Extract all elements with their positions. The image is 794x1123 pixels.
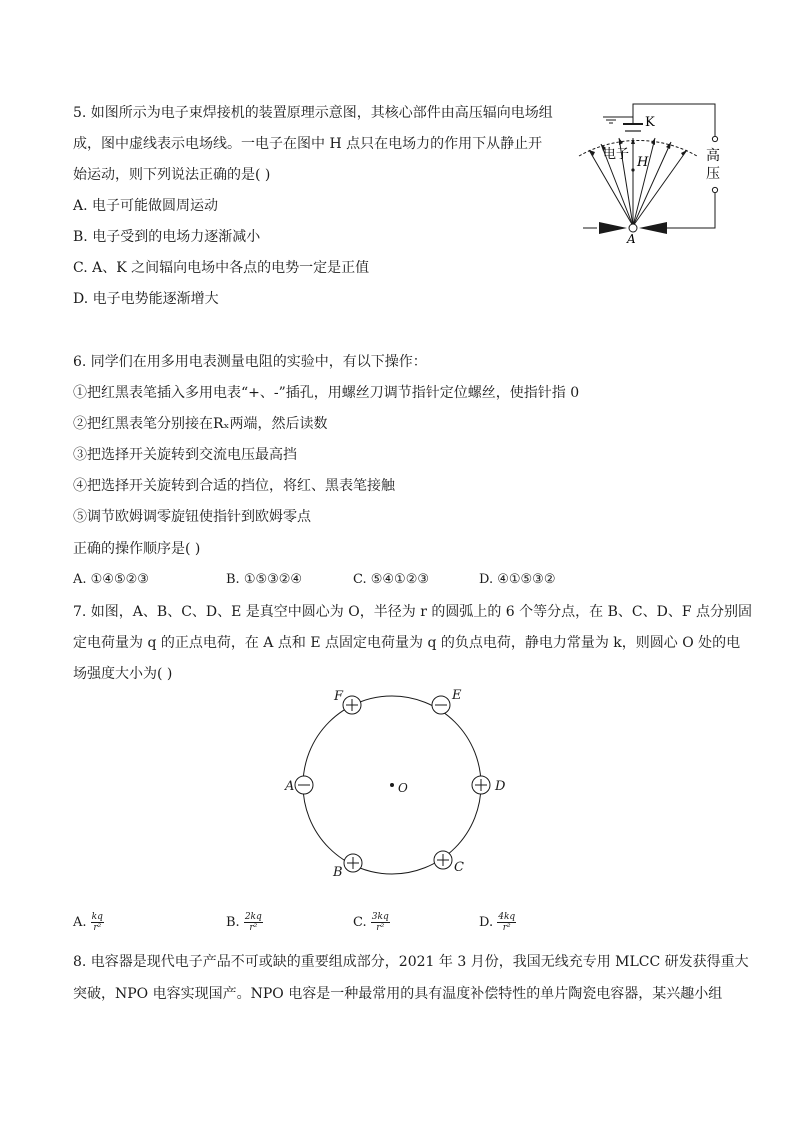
q7-label-f: F xyxy=(334,689,344,704)
q7-label-d: D xyxy=(495,779,506,794)
q5-label-h: H xyxy=(637,155,649,170)
q8-line-2: 突破，NPO 电容实现国产。NPO 电容是一种最常用的具有温度补偿特性的单片陶瓷电容器，某兴趣小组 xyxy=(73,986,723,1002)
q7-stem-line-1: 7. 如图，A、B、C、D、E 是真空中圆心为 O，半径为 r 的圆弧上的 6 个等分点，在 B、C、D、F 点分别固 xyxy=(73,604,752,620)
q5-option-c: C. A、K 之间辐向电场中各点的电势一定是正值 xyxy=(73,260,370,276)
q6-question: 正确的操作顺序是( ) xyxy=(73,541,201,557)
q7-label-o: O xyxy=(398,781,408,795)
q7-stem-line-3: 场强度大小为( ) xyxy=(73,666,173,682)
q6-option-a: A. ①④⑤②③ xyxy=(73,572,149,587)
q7-label-c: C xyxy=(454,860,464,875)
q5-option-d: D. 电子电势能逐渐增大 xyxy=(73,291,219,307)
q5-figure xyxy=(575,98,725,246)
q7-stem-line-2: 定电荷量为 q 的正点电荷，在 A 点和 E 点固定电荷量为 q 的负点电荷，静电力常量为 k，则圆心 O 处的电 xyxy=(73,635,741,651)
q5-label-electron: 电子 xyxy=(603,147,630,162)
q7-label-b: B xyxy=(333,865,343,880)
q7-option-d: D. $\frac{4kq}{\text{r²}}$ xyxy=(479,912,516,933)
q6-step-4: ④把选择开关旋转到合适的挡位，将红、黑表笔接触 xyxy=(73,478,395,494)
q5-option-b: B. 电子受到的电场力逐渐减小 xyxy=(73,229,261,245)
q5-label-high-2: 压 xyxy=(706,166,720,182)
q5-label-a: A xyxy=(627,232,636,246)
q7-option-a: A. $\frac{kq}{\text{r²}}$ xyxy=(73,912,103,933)
charge-b xyxy=(344,854,362,872)
q7-label-e: E xyxy=(452,688,462,703)
q6-option-c: C. ⑤④①②③ xyxy=(353,572,430,587)
charge-a xyxy=(295,776,313,794)
q5-stem-line-2: 成，图中虚线表示电场线。一电子在图中 H 点只在电场力的作用下从静止开 xyxy=(73,136,543,152)
q5-label-k: K xyxy=(645,115,655,130)
q5-option-a: A. 电子可能做圆周运动 xyxy=(73,198,219,214)
q6-option-b: B. ①⑤③②④ xyxy=(226,572,303,587)
q7-option-c: C. $\frac{3kq}{\text{r²}}$ xyxy=(353,912,389,933)
q6-step-2: ②把红黑表笔分别接在Rₓ两端，然后读数 xyxy=(73,416,328,432)
q5-stem-line-1: 5. 如图所示为电子束焊接机的装置原理示意图，其核心部件由高压辐向电场组 xyxy=(73,105,553,121)
q8-line-1: 8. 电容器是现代电子产品不可或缺的重要组成部分，2021 年 3 月份，我国无线充专用 MLCC 研发获得重大 xyxy=(73,954,749,970)
charge-c xyxy=(434,851,452,869)
charge-d xyxy=(472,776,490,794)
q5-label-high-1: 高 xyxy=(706,148,720,164)
q6-step-3: ③把选择开关旋转到交流电压最高挡 xyxy=(73,447,297,463)
q6-option-d: D. ④①⑤③② xyxy=(479,572,556,587)
q6-step-1: ①把红黑表笔插入多用电表“+、-”插孔，用螺丝刀调节指针定位螺丝，使指针指 0 xyxy=(73,385,580,401)
q6-stem: 6. 同学们在用多用电表测量电阻的实验中，有以下操作： xyxy=(73,354,427,370)
q7-label-a: A xyxy=(285,779,295,794)
q7-option-b: B. $\frac{2kq}{\text{r²}}$ xyxy=(226,912,262,933)
charge-e xyxy=(432,696,450,714)
q6-step-5: ⑤调节欧姆调零旋钮使指针到欧姆零点 xyxy=(73,509,311,525)
q7-circle-figure xyxy=(280,680,520,880)
q5-stem-line-3: 始运动，则下列说法正确的是( ) xyxy=(73,167,271,183)
charge-f xyxy=(343,696,361,714)
